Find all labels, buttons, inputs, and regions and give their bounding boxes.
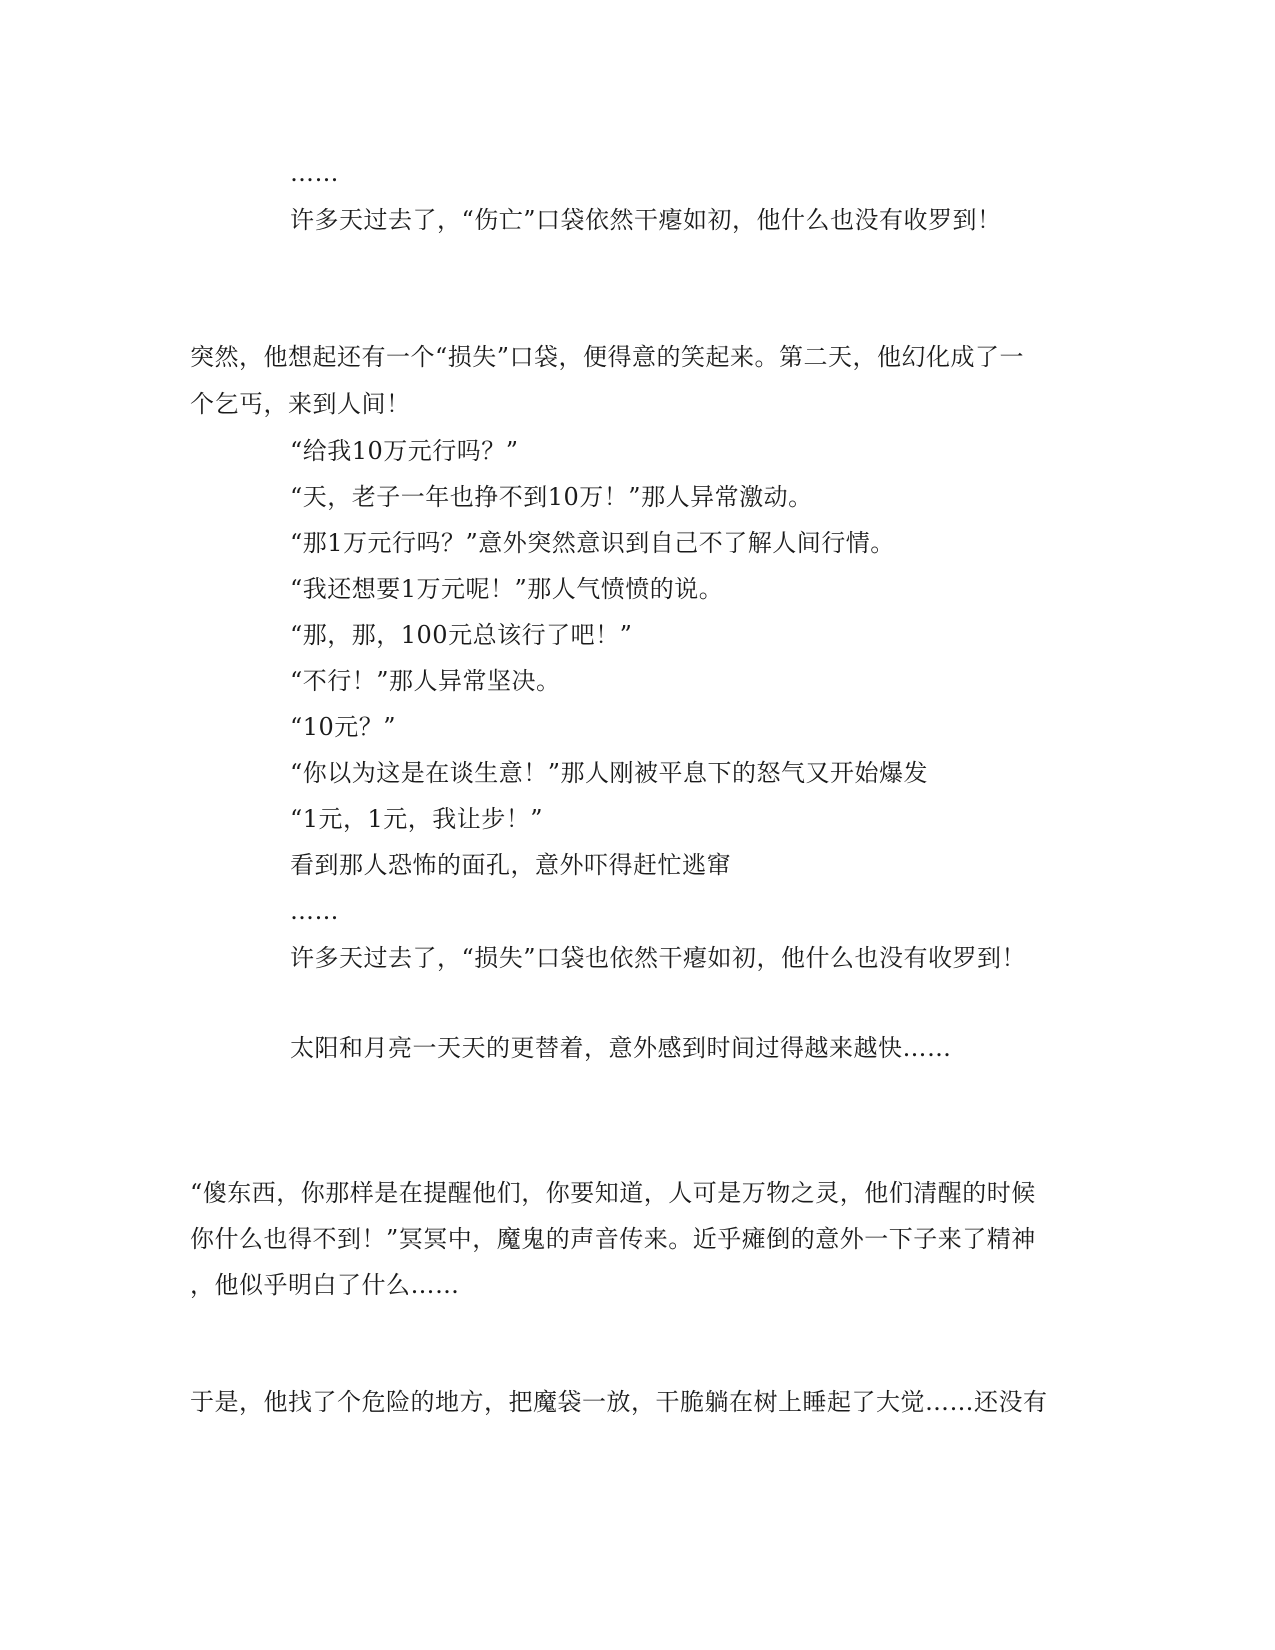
paragraph-line: 于是，他找了个危险的地方，把魔袋一放，干脆躺在树上睡起了大觉……还没有	[190, 1388, 1048, 1416]
paragraph-line: 突然，他想起还有一个“损失”口袋，便得意的笑起来。第二天，他幻化成了一	[190, 343, 1025, 371]
dialogue-line: “那1万元行吗？”意外突然意识到自己不了解人间行情。	[290, 529, 895, 557]
paragraph-line: 许多天过去了，“伤亡”口袋依然干瘪如初，他什么也没有收罗到！	[290, 206, 1002, 234]
paragraph-line: 看到那人恐怖的面孔，意外吓得赶忙逃窜	[290, 851, 731, 879]
dialogue-line: “那，那，100元总该行了吧！”	[290, 621, 633, 649]
dialogue-line: “不行！”那人异常坚决。	[290, 667, 561, 695]
dialogue-line: “我还想要1万元呢！”那人气愤愤的说。	[290, 575, 724, 603]
ellipsis-line: ……	[290, 897, 339, 925]
dialogue-line: “给我10万元行吗？”	[290, 437, 519, 465]
dialogue-line: “天，老子一年也挣不到10万！”那人异常激动。	[290, 483, 813, 511]
dialogue-line: “1元，1元，我让步！”	[290, 805, 544, 833]
paragraph-line: ，他似乎明白了什么……	[190, 1271, 460, 1299]
paragraph-line: 个乞丐，来到人间！	[190, 390, 411, 418]
paragraph-line: 太阳和月亮一天天的更替着，意外感到时间过得越来越快……	[290, 1034, 952, 1062]
dialogue-line: “你以为这是在谈生意！”那人刚被平息下的怒气又开始爆发	[290, 759, 929, 787]
paragraph-line: 你什么也得不到！”冥冥中，魔鬼的声音传来。近乎瘫倒的意外一下子来了精神	[190, 1225, 1036, 1253]
paragraph-line: 许多天过去了，“损失”口袋也依然干瘪如初，他什么也没有收罗到！	[290, 944, 1027, 972]
paragraph-line: “傻东西，你那样是在提醒他们，你要知道，人可是万物之灵，他们清醒的时候	[190, 1179, 1036, 1207]
dialogue-line: “10元？”	[290, 713, 397, 741]
ellipsis-line: ……	[290, 159, 339, 187]
